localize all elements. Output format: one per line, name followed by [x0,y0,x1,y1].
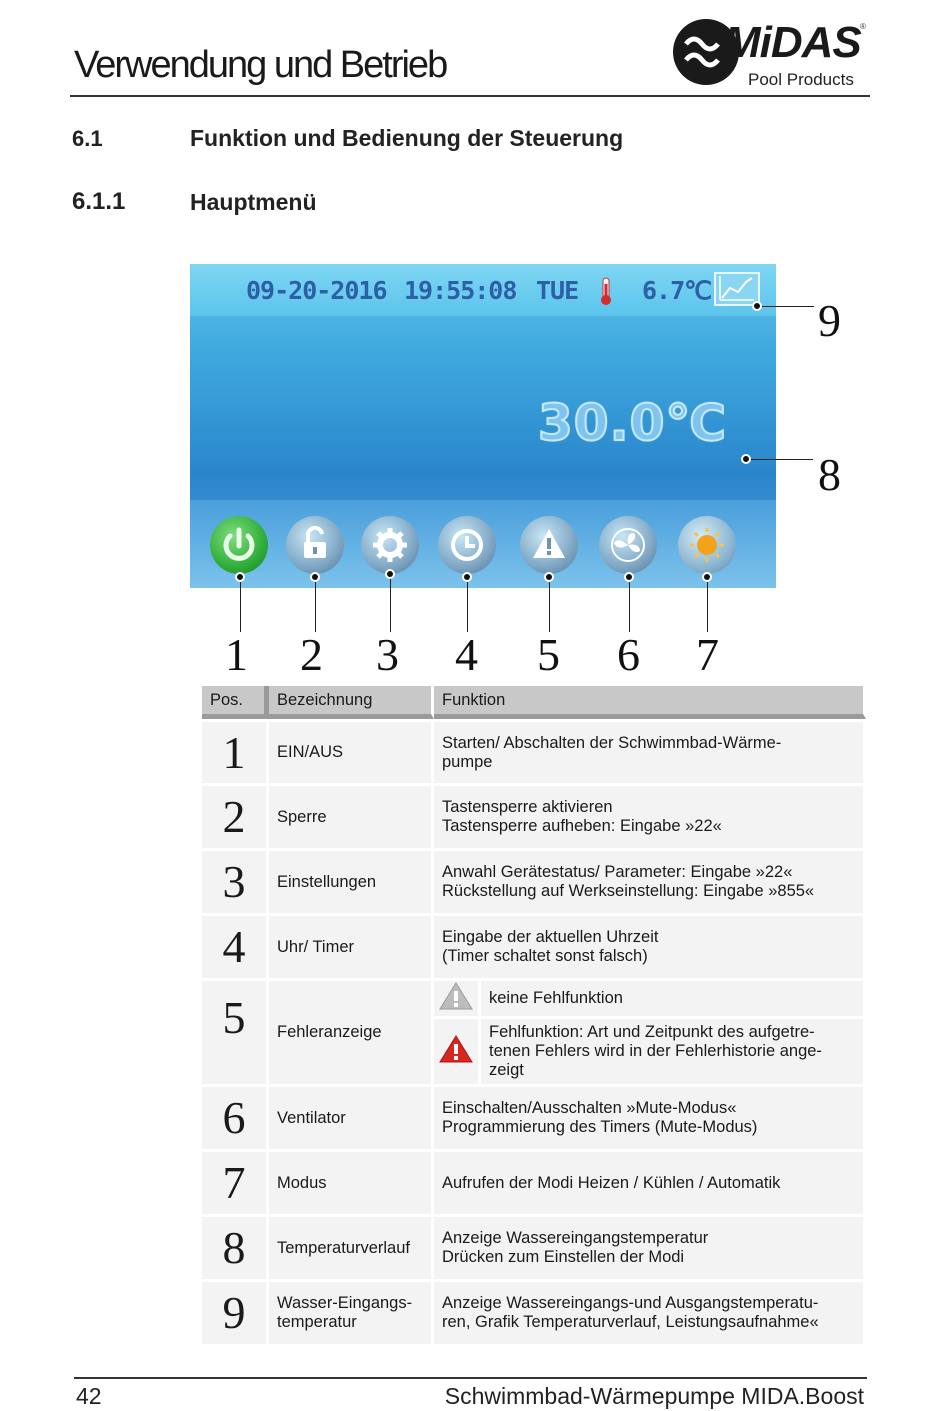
row-pos: 6 [202,1084,269,1149]
callout-dot-1 [235,572,245,582]
callout-number-1: 1 [225,629,248,680]
header-name: Bezeichnung [269,686,434,719]
header-pos: Pos. [202,686,269,719]
callout-dot-5 [544,572,554,582]
row-pos: 4 [202,913,269,978]
table-row [202,913,866,978]
row-pos: 9 [202,1279,269,1344]
error-active-text: Fehlfunktion: Art und Zeitpunkt des aufgetre- tenen Fehlers wird in der Fehlerhistorie ange- zeigt [481,1016,866,1084]
callout-number-8: 8 [818,449,841,500]
section-number: 6.1 [72,126,103,151]
gear-icon [361,516,419,574]
settings-button[interactable] [361,516,419,574]
sun-icon [678,516,736,574]
callout-dot-2 [310,572,320,582]
row-name: Temperaturverlauf [269,1214,434,1279]
mode-button[interactable] [678,516,736,574]
table-row [202,978,866,1016]
fan-icon [599,516,657,574]
row-name: Ventilator [269,1084,434,1149]
row-function: Starten/ Abschalten der Schwimmbad-Wärme- pumpe [434,719,866,783]
callout-number-6: 6 [617,629,640,680]
screen-water-temp[interactable]: 30.0℃ [538,394,727,452]
footer-rule [74,1377,867,1379]
error-active-icon-cell [434,1016,481,1084]
callout-dot-8 [741,454,751,464]
controller-screen [190,264,776,588]
subsection-title: Hauptmenü [190,189,317,215]
row-name: Modus [269,1149,434,1214]
function-table [202,686,866,1344]
callout-number-9: 9 [818,295,841,346]
warning-red-icon [438,1034,474,1064]
leader-line-2 [315,582,316,632]
section-title: Funktion und Bedienung der Steuerung [190,125,624,151]
callout-dot-3 [385,569,395,579]
timer-button[interactable] [438,516,496,574]
row-function: Anzeige Wassereingangs-und Ausgangstemperatu- ren, Grafik Temperaturverlauf, Leistungsaufnahme« [434,1279,866,1344]
table-row [202,783,866,848]
logo-registered: ® [860,22,866,31]
subsection-number: 6.1.1 [72,188,126,215]
row-function: Aufrufen der Modi Heizen / Kühlen / Automatik [434,1149,866,1214]
leader-line-5 [549,582,550,632]
row-pos: 7 [202,1149,269,1214]
row-name: Einstellungen [269,848,434,913]
fan-button[interactable] [599,516,657,574]
leader-line-9 [762,306,814,307]
row-pos: 3 [202,848,269,913]
table-row [202,1084,866,1149]
page-header-title: Verwendung und Betrieb [74,44,447,86]
leader-line-8 [751,459,813,460]
warning-grey-icon [438,981,474,1011]
screen-day: TUE [536,276,579,305]
callout-number-7: 7 [696,629,719,680]
clock-icon [438,516,496,574]
temperature-graph-icon[interactable] [714,272,760,306]
thermometer-icon [598,276,614,306]
page-number: 42 [76,1383,102,1409]
row-function: Einschalten/Ausschalten »Mute-Modus« Programmierung des Timers (Mute-Modus) [434,1084,866,1149]
error-none-icon-cell [434,978,481,1016]
leader-line-6 [629,582,630,632]
callout-dot-4 [462,572,472,582]
callout-dot-9 [752,301,762,311]
power-button[interactable] [210,516,268,574]
row-pos: 2 [202,783,269,848]
power-icon [210,516,268,574]
logo-subtitle: Pool Products [748,70,854,89]
row-name: Fehleranzeige [269,978,434,1084]
table-row [202,1214,866,1279]
callout-number-3: 3 [376,629,399,680]
lock-icon [286,516,344,574]
row-pos: 5 [202,978,269,1084]
row-function: Anzeige Wassereingangstemperatur Drücken zum Einstellen der Modi [434,1214,866,1279]
leader-line-3 [390,579,391,632]
row-function: Eingabe der aktuellen Uhrzeit (Timer schaltet sonst falsch) [434,913,866,978]
row-name: Sperre [269,783,434,848]
warning-icon [520,516,578,574]
row-name: Wasser-Eingangs- temperatur [269,1279,434,1344]
callout-dot-6 [624,572,634,582]
table-header-row [202,686,866,719]
header-function: Funktion [434,686,866,719]
row-pos: 8 [202,1214,269,1279]
table-row [202,719,866,783]
row-function: Anwahl Gerätestatus/ Parameter: Eingabe »22« Rückstellung auf Werkseinstellung: Eingabe »855« [434,848,866,913]
leader-line-4 [467,582,468,632]
error-none-text: keine Fehlfunktion [481,978,866,1016]
row-function: Tastensperre aktivieren Tastensperre aufheben: Eingabe »22« [434,783,866,848]
leader-line-1 [240,582,241,632]
callout-dot-7 [702,572,712,582]
screen-outdoor-temp: 6.7℃ [642,276,712,305]
row-name: EIN/AUS [269,719,434,783]
screen-date: 09-20-2016 [246,276,387,305]
table-row [202,848,866,913]
header-rule [70,95,870,97]
error-button[interactable] [520,516,578,574]
footer-product: Schwimmbad-Wärmepumpe MIDA.Boost [444,1383,864,1409]
leader-line-7 [707,582,708,632]
callout-number-5: 5 [537,629,560,680]
row-name: Uhr/ Timer [269,913,434,978]
screen-time: 19:55:08 [404,276,517,305]
logo-wordmark: MiDAS [724,18,861,67]
callout-number-4: 4 [455,629,478,680]
midas-logo [672,12,872,92]
table-row [202,1149,866,1214]
lock-button[interactable] [286,516,344,574]
callout-number-2: 2 [300,629,323,680]
row-pos: 1 [202,719,269,783]
table-row [202,1279,866,1344]
